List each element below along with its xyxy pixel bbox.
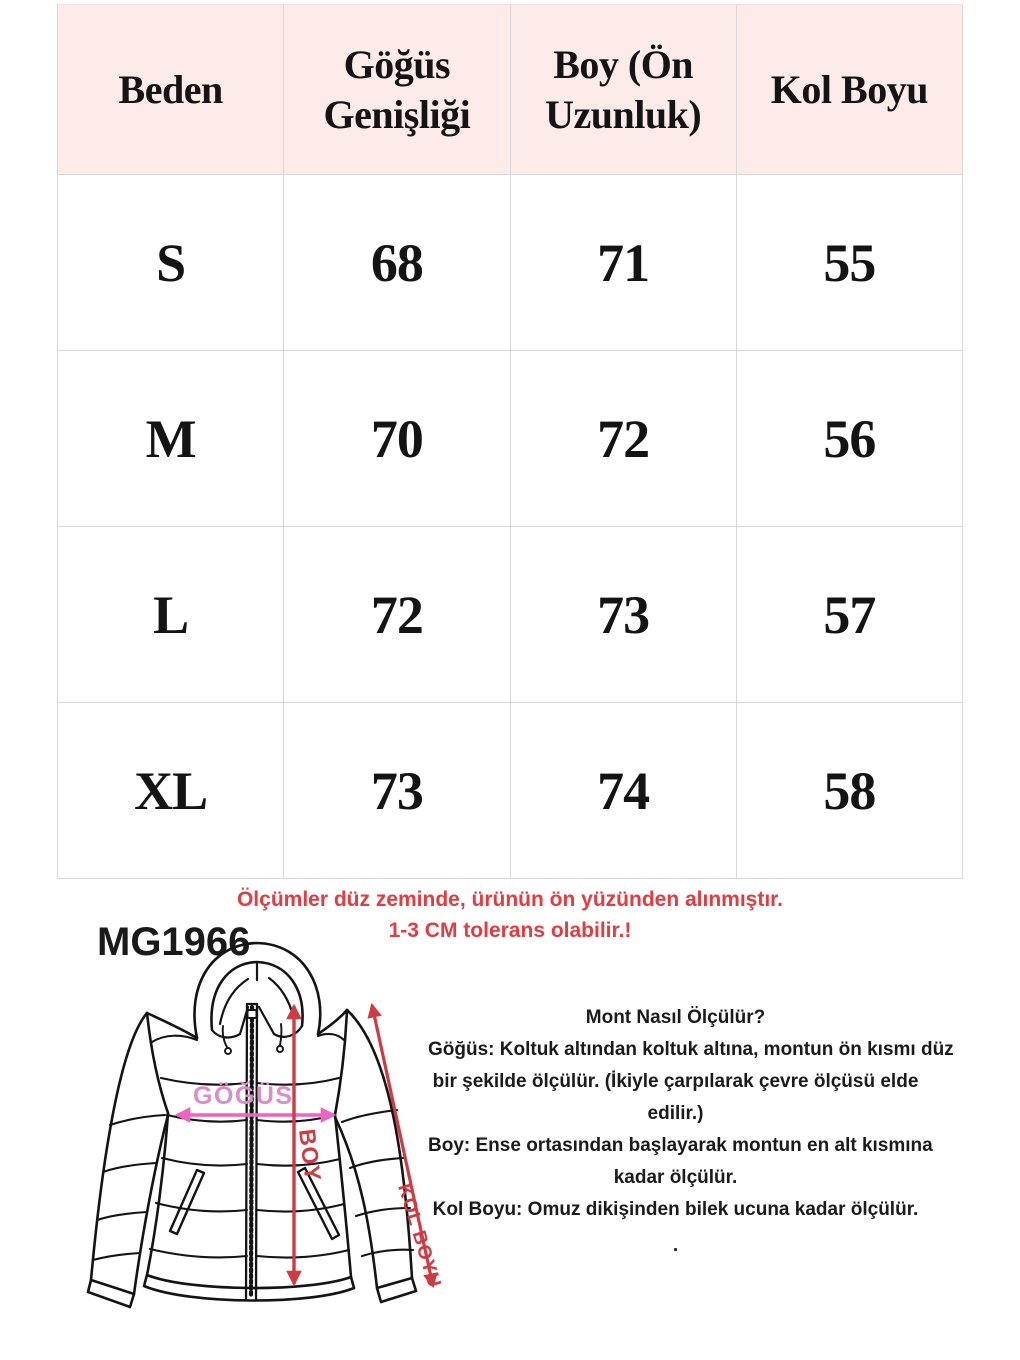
left-sleeve — [91, 1013, 147, 1280]
right-cuff — [377, 1278, 416, 1302]
cell-length-m: 72 — [511, 351, 737, 527]
cell-sleeve-l: 57 — [737, 527, 963, 703]
header-cell-size: Beden — [58, 5, 284, 175]
cell-size-m: M — [58, 351, 284, 527]
chest-arrow-label: GÖĞÜS — [193, 1082, 294, 1110]
cell-chest-l: 72 — [284, 527, 510, 703]
cell-size-l: L — [58, 527, 284, 703]
cell-length-s: 71 — [511, 175, 737, 351]
cell-length-xl: 74 — [511, 703, 737, 879]
cell-size-xl: XL — [58, 703, 284, 879]
instructions-title: Mont Nasıl Ölçülür? — [585, 1007, 766, 1028]
instructions-line: bir şekilde ölçülür. (İkiyle çarpılarak çevre ölçüsü elde — [432, 1071, 919, 1092]
tolerance-note-line1: Ölçümler düz zeminde, ürünün ön yüzünden alınmıştır. — [236, 888, 784, 911]
measure-instructions — [428, 1002, 954, 1262]
cell-chest-xl: 73 — [284, 703, 510, 879]
left-cuff — [88, 1280, 134, 1307]
cell-chest-s: 68 — [284, 175, 510, 351]
cell-sleeve-s: 55 — [737, 175, 963, 351]
product-code-label: MG1966 — [97, 920, 251, 964]
tolerance-note-line2: 1-3 CM tolerans olabilir.! — [388, 919, 632, 942]
measurement-diagram — [60, 930, 460, 1350]
cell-length-l: 73 — [511, 527, 737, 703]
cell-sleeve-xl: 58 — [737, 703, 963, 879]
instructions-line: edilir.) — [647, 1103, 704, 1124]
sleeve-arrow-label: KOL BOYU — [393, 1181, 445, 1291]
measurement-arrows — [177, 1005, 445, 1291]
header-cell-length: Boy (Ön Uzunluk) — [511, 5, 737, 175]
size-table — [57, 4, 963, 879]
left-pocket — [170, 1170, 204, 1234]
jacket-drawing — [88, 943, 416, 1307]
length-arrow-label: BOY — [294, 1127, 327, 1184]
cell-chest-m: 70 — [284, 351, 510, 527]
instructions-line: kadar ölçülür. — [613, 1167, 738, 1188]
instructions-line: Boy: Ense ortasından başlayarak montun en alt kısmına — [428, 1135, 933, 1156]
cell-sleeve-m: 56 — [737, 351, 963, 527]
header-cell-sleeve: Kol Boyu — [737, 5, 963, 175]
instructions-line: Göğüs: Koltuk altından koltuk altına, montun ön kısmı düz — [428, 1039, 954, 1060]
cell-size-s: S — [58, 175, 284, 351]
measurement-diagram-svg — [60, 930, 460, 1350]
header-cell-chest: Göğüs Genişliği — [284, 5, 510, 175]
trailing-dot: . — [672, 1235, 679, 1256]
instructions-line: Kol Boyu: Omuz dikişinden bilek ucuna kadar ölçülür. — [432, 1199, 919, 1220]
